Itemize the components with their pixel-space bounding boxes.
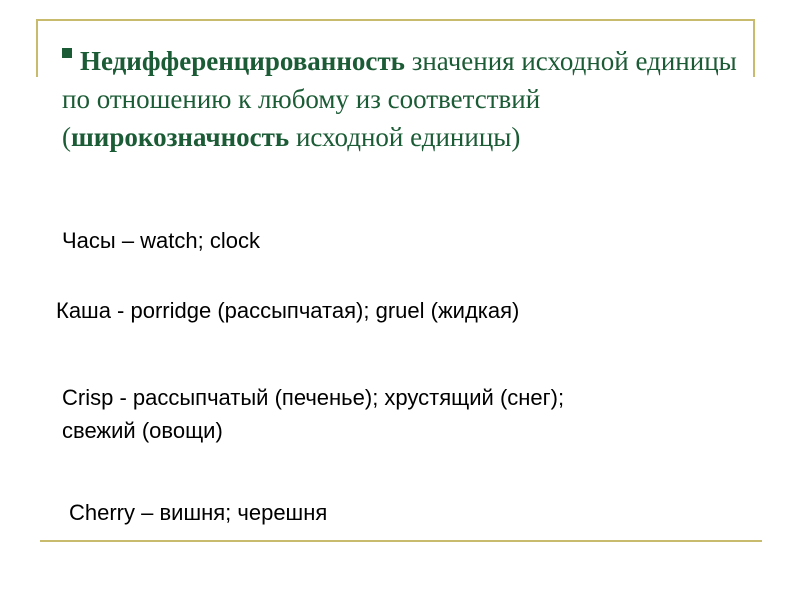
heading-term-1: Недифференцированность [80, 46, 405, 76]
heading-text-1: значения исходной единицы по отношению к любому из соответствий ( [62, 46, 737, 152]
heading-term-2: широкозначность [71, 122, 290, 152]
top-decorative-rule [36, 19, 755, 21]
heading-text-2: исходной единицы) [289, 122, 521, 152]
left-decorative-rule [36, 19, 38, 77]
example-crisp-line-2: свежий (овощи) [62, 418, 223, 443]
example-porridge-gruel: Каша - porridge (рассыпчатая); gruel (жидкая) [56, 298, 520, 323]
slide-heading [62, 42, 752, 156]
example-cherry: Cherry – вишня; черешня [69, 500, 328, 525]
bottom-decorative-rule [40, 540, 762, 542]
example-watch-clock: Часы – watch; clock [62, 228, 260, 253]
square-bullet-icon [62, 48, 72, 58]
example-crisp-line-1: Crisp - рассыпчатый (печенье); хрустящий (снег); [62, 385, 565, 410]
right-decorative-rule [753, 19, 755, 77]
